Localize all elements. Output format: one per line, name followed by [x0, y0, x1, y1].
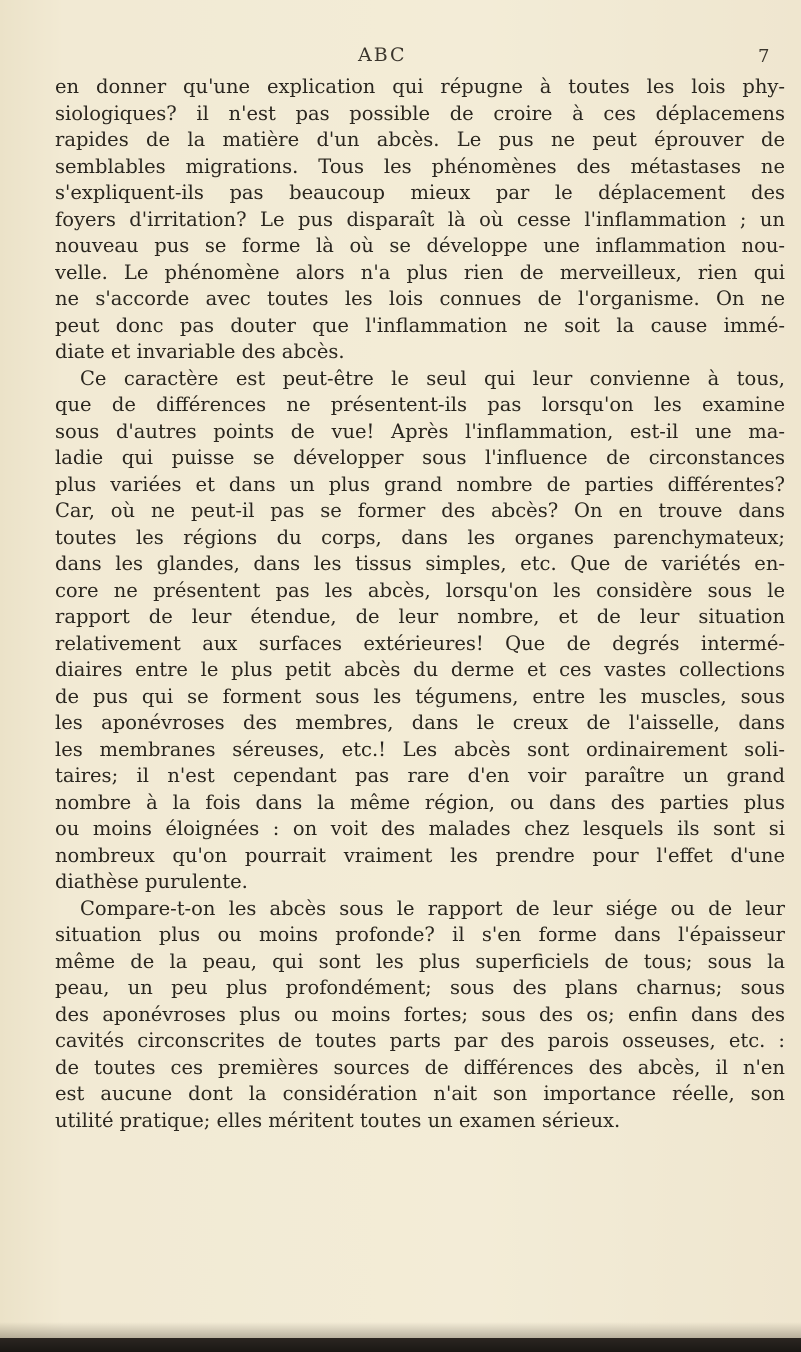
text-line: diathèse purulente. [55, 870, 248, 893]
text-line: relativement aux surfaces extérieures! Que de degrés intermé- [55, 631, 785, 655]
text-line: utilité pratique; elles méritent toutes un examen sérieux. [55, 1108, 621, 1132]
text-line: ne s'accorde avec toutes les lois connues de l'organisme. On ne [55, 287, 785, 310]
text-line: siologiques? il n'est pas possible de croire à ces déplacemens [55, 101, 785, 125]
text-line: les membranes séreuses, etc.! Les abcès sont ordinairement soli- [55, 737, 785, 761]
text-line: situation plus ou moins profonde? il s'en forme dans l'épaisseur [55, 923, 785, 946]
text-line: rapport de leur étendue, de leur nombre, et de leur situation [55, 605, 785, 628]
text-line: toutes les régions du corps, dans les organes parenchymateux; [55, 525, 785, 549]
text-line: velle. Le phénomène alors n'a plus rien de merveilleux, rien qui [55, 260, 785, 284]
text-line: diate et invariable des abcès. [55, 340, 345, 363]
text-line: que de différences ne présentent-ils pas lorsqu'on les examine [55, 393, 785, 416]
text-line: est aucune dont la considération n'ait son importance réelle, son [55, 1082, 785, 1105]
page-bottom-edge [0, 1338, 801, 1352]
text-line: core ne présentent pas les abcès, lorsqu'on les considère sous le [55, 578, 785, 602]
text-line: en donner qu'une explication qui répugne à toutes les lois phy- [55, 75, 785, 98]
text-line: plus variées et dans un plus grand nombre de parties différentes? [55, 472, 785, 496]
running-head-title: ABC [358, 44, 407, 66]
text-line: de pus qui se forment sous les tégumens, entre les muscles, sous [55, 684, 785, 708]
text-line: cavités circonscrites de toutes parts par des parois osseuses, etc. : [55, 1029, 785, 1052]
text-line: Compare-t-on les abcès sous le rapport de leur siége ou de leur [80, 896, 785, 920]
text-line: ladie qui puisse se développer sous l'influence de circonstances [55, 446, 785, 469]
text-line: rapides de la matière d'un abcès. Le pus ne peut éprouver de [55, 128, 785, 151]
text-line: de toutes ces premières sources de différences des abcès, il n'en [55, 1055, 785, 1079]
text-line: même de la peau, qui sont les plus superficiels de tous; sous la [55, 949, 785, 973]
text-line: s'expliquent-ils pas beaucoup mieux par le déplacement des [55, 181, 785, 204]
text-line: des aponévroses plus ou moins fortes; sous des os; enfin dans des [55, 1002, 785, 1026]
text-line: Car, où ne peut-il pas se former des abcès? On en trouve dans [55, 499, 785, 522]
text-line: Ce caractère est peut-être le seul qui leur convienne à tous, [80, 366, 785, 390]
text-line: nouveau pus se forme là où se développe une inflammation nou- [55, 234, 785, 257]
text-line: semblables migrations. Tous les phénomènes des métastases ne [55, 154, 785, 178]
text-line: ou moins éloignées : on voit des malades chez lesquels ils sont si [55, 817, 785, 840]
text-line: taires; il n'est cependant pas rare d'en voir paraître un grand [55, 764, 785, 787]
body-text [55, 74, 785, 1134]
text-line: les aponévroses des membres, dans le creux de l'aisselle, dans [55, 711, 785, 734]
text-line: sous d'autres points de vue! Après l'inflammation, est-il une ma- [55, 419, 785, 443]
text-line: nombre à la fois dans la même région, ou dans des parties plus [55, 790, 785, 814]
text-line: dans les glandes, dans les tissus simples, etc. Que de variétés en- [55, 552, 785, 575]
running-head [0, 44, 801, 74]
text-line: peut donc pas douter que l'inflammation ne soit la cause immé- [55, 313, 785, 337]
page-number: 7 [758, 46, 770, 67]
text-line: peau, un peu plus profondément; sous des plans charnus; sous [55, 976, 785, 999]
text-line: nombreux qu'on pourrait vraiment les prendre pour l'effet d'une [55, 843, 785, 867]
paragraph-1 [55, 74, 785, 366]
text-line: foyers d'irritation? Le pus disparaît là où cesse l'inflammation ; un [55, 207, 785, 231]
paragraph-2 [55, 366, 785, 896]
paragraph-3 [55, 896, 785, 1135]
text-line: diaires entre le plus petit abcès du derme et ces vastes collections [55, 658, 785, 681]
